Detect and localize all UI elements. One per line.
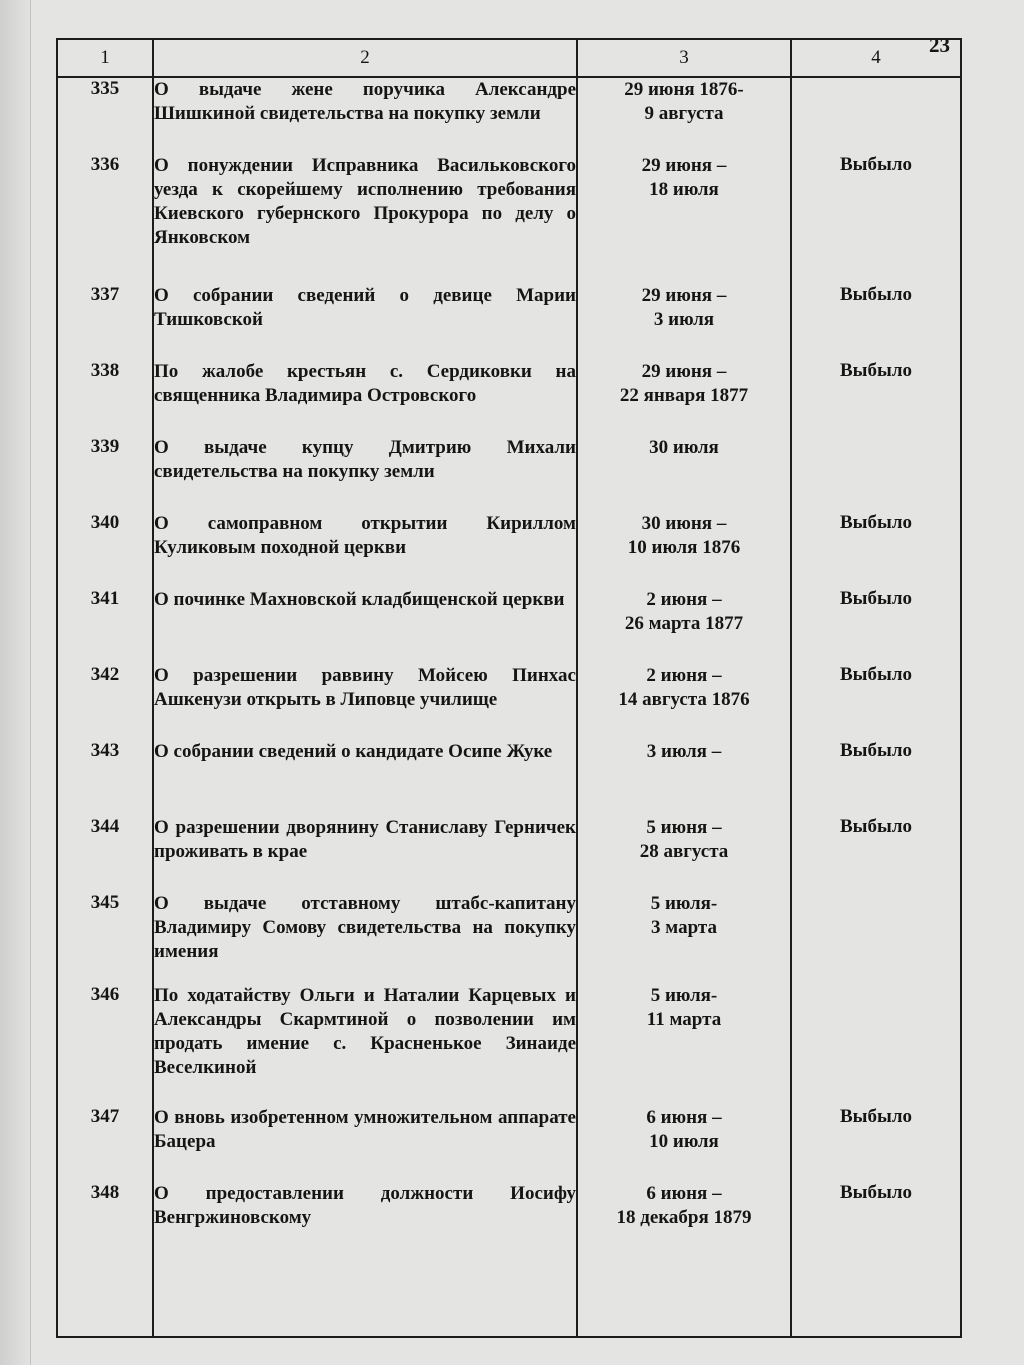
table-row bbox=[57, 360, 961, 436]
header-col-2: 2 bbox=[153, 39, 577, 77]
case-number: 338 bbox=[57, 360, 153, 436]
date-start: 5 июня – bbox=[646, 817, 722, 838]
case-number: 342 bbox=[57, 664, 153, 740]
case-number: 339 bbox=[57, 436, 153, 512]
case-number: 340 bbox=[57, 512, 153, 588]
date-start: 2 июня – bbox=[646, 665, 722, 686]
case-note: Выбыло bbox=[791, 1106, 961, 1182]
case-title: О самоправном открытии Кириллом Куликовым походной церкви bbox=[153, 512, 577, 588]
header-col-3: 3 bbox=[577, 39, 791, 77]
case-title: О разрешении раввину Мойсею Пинхас Ашкенузи открыть в Липовце училище bbox=[153, 664, 577, 740]
case-number: 337 bbox=[57, 284, 153, 360]
case-number: 341 bbox=[57, 588, 153, 664]
case-note: Выбыло bbox=[791, 664, 961, 740]
case-dates bbox=[577, 512, 791, 588]
case-title: О собрании сведений о девице Марии Тишковской bbox=[153, 284, 577, 360]
case-dates bbox=[577, 360, 791, 436]
case-note bbox=[791, 984, 961, 1106]
date-end: 9 августа bbox=[644, 103, 724, 124]
date-end: 11 марта bbox=[646, 1009, 722, 1030]
date-start: 6 июня – bbox=[646, 1183, 722, 1204]
case-note: Выбыло bbox=[791, 740, 961, 816]
case-dates bbox=[577, 154, 791, 284]
case-dates bbox=[577, 664, 791, 740]
table-row bbox=[57, 588, 961, 664]
table-row bbox=[57, 77, 961, 154]
case-title: О понуждении Исправника Васильковского уезда к скорейшему исполнению требования Киевского губернского Прокурора по делу о Янковском bbox=[153, 154, 577, 284]
case-title: О предоставлении должности Иосифу Венгржиновскому bbox=[153, 1182, 577, 1262]
case-dates bbox=[577, 77, 791, 154]
case-dates bbox=[577, 588, 791, 664]
table-row bbox=[57, 154, 961, 284]
table-filler bbox=[57, 1262, 961, 1337]
case-dates bbox=[577, 436, 791, 512]
date-start: 30 июня – bbox=[641, 513, 727, 534]
case-dates bbox=[577, 816, 791, 892]
case-number: 348 bbox=[57, 1182, 153, 1262]
header-row bbox=[57, 39, 961, 77]
date-start: 29 июня – bbox=[641, 285, 727, 306]
date-start: 2 июня – bbox=[646, 589, 722, 610]
case-title: По ходатайству Ольги и Наталии Карцевых и Александры Скармтиной о позволении им продать имение с. Красненькое Зинаиде Веселкиной bbox=[153, 984, 577, 1106]
header-col-4: 4 bbox=[791, 39, 961, 77]
date-start: 5 июля- bbox=[650, 985, 718, 1006]
case-note bbox=[791, 436, 961, 512]
case-title: О собрании сведений о кандидате Осипе Жуке bbox=[153, 740, 577, 816]
date-end: 3 июля bbox=[653, 309, 715, 330]
case-title: О выдаче жене поручика Александре Шишкиной свидетельства на покупку земли bbox=[153, 77, 577, 154]
date-start: 29 июня – bbox=[641, 361, 727, 382]
case-number: 335 bbox=[57, 77, 153, 154]
table-row bbox=[57, 284, 961, 360]
case-note: Выбыло bbox=[791, 284, 961, 360]
table-row bbox=[57, 1182, 961, 1262]
case-note: Выбыло bbox=[791, 816, 961, 892]
case-dates bbox=[577, 892, 791, 984]
date-start: 29 июня – bbox=[641, 155, 727, 176]
date-start: 6 июня – bbox=[646, 1107, 722, 1128]
case-note: Выбыло bbox=[791, 360, 961, 436]
case-note: Выбыло bbox=[791, 1182, 961, 1262]
case-dates bbox=[577, 740, 791, 816]
case-dates bbox=[577, 984, 791, 1106]
case-title: По жалобе крестьян с. Сердиковки на священника Владимира Островского bbox=[153, 360, 577, 436]
table-row bbox=[57, 512, 961, 588]
date-end: 10 июля bbox=[649, 1131, 719, 1152]
date-end: 14 августа 1876 bbox=[618, 689, 750, 710]
date-start: 3 июля – bbox=[646, 741, 722, 762]
case-dates bbox=[577, 1182, 791, 1262]
case-note bbox=[791, 77, 961, 154]
table-row bbox=[57, 436, 961, 512]
case-number: 347 bbox=[57, 1106, 153, 1182]
date-end: 18 июля bbox=[649, 179, 719, 200]
date-end: 22 января 1877 bbox=[619, 385, 749, 406]
case-title: О разрешении дворянину Станиславу Герничек проживать в крае bbox=[153, 816, 577, 892]
case-note: Выбыло bbox=[791, 588, 961, 664]
date-start: 29 июня 1876- bbox=[624, 79, 744, 100]
header-col-1: 1 bbox=[57, 39, 153, 77]
case-number: 345 bbox=[57, 892, 153, 984]
date-end: 26 марта 1877 bbox=[624, 613, 744, 634]
case-number: 346 bbox=[57, 984, 153, 1106]
page-number: 23 bbox=[929, 33, 950, 57]
table-row bbox=[57, 1106, 961, 1182]
date-start: 30 июля bbox=[649, 437, 719, 458]
table-row bbox=[57, 816, 961, 892]
case-number: 336 bbox=[57, 154, 153, 284]
page-edge bbox=[0, 0, 31, 1365]
case-dates bbox=[577, 1106, 791, 1182]
date-end: 18 декабря 1879 bbox=[616, 1207, 752, 1228]
table-row bbox=[57, 740, 961, 816]
table-row bbox=[57, 984, 961, 1106]
case-title: О выдаче купцу Дмитрию Михали свидетельства на покупку земли bbox=[153, 436, 577, 512]
case-title: О выдаче отставному штабс-капитану Владимиру Сомову свидетельства на покупку имения bbox=[153, 892, 577, 984]
case-dates bbox=[577, 284, 791, 360]
case-note bbox=[791, 892, 961, 984]
case-note: Выбыло bbox=[791, 512, 961, 588]
case-number: 343 bbox=[57, 740, 153, 816]
case-number: 344 bbox=[57, 816, 153, 892]
case-title: О вновь изобретенном умножительном аппарате Бацера bbox=[153, 1106, 577, 1182]
date-end: 28 августа bbox=[639, 841, 729, 862]
archive-table bbox=[56, 38, 962, 1338]
date-start: 5 июля- bbox=[650, 893, 718, 914]
date-end: 10 июля 1876 bbox=[627, 537, 741, 558]
table-row bbox=[57, 892, 961, 984]
date-end: 3 марта bbox=[651, 917, 717, 938]
case-title: О починке Махновской кладбищенской церкви bbox=[153, 588, 577, 664]
case-note: Выбыло bbox=[791, 154, 961, 284]
table-row bbox=[57, 664, 961, 740]
